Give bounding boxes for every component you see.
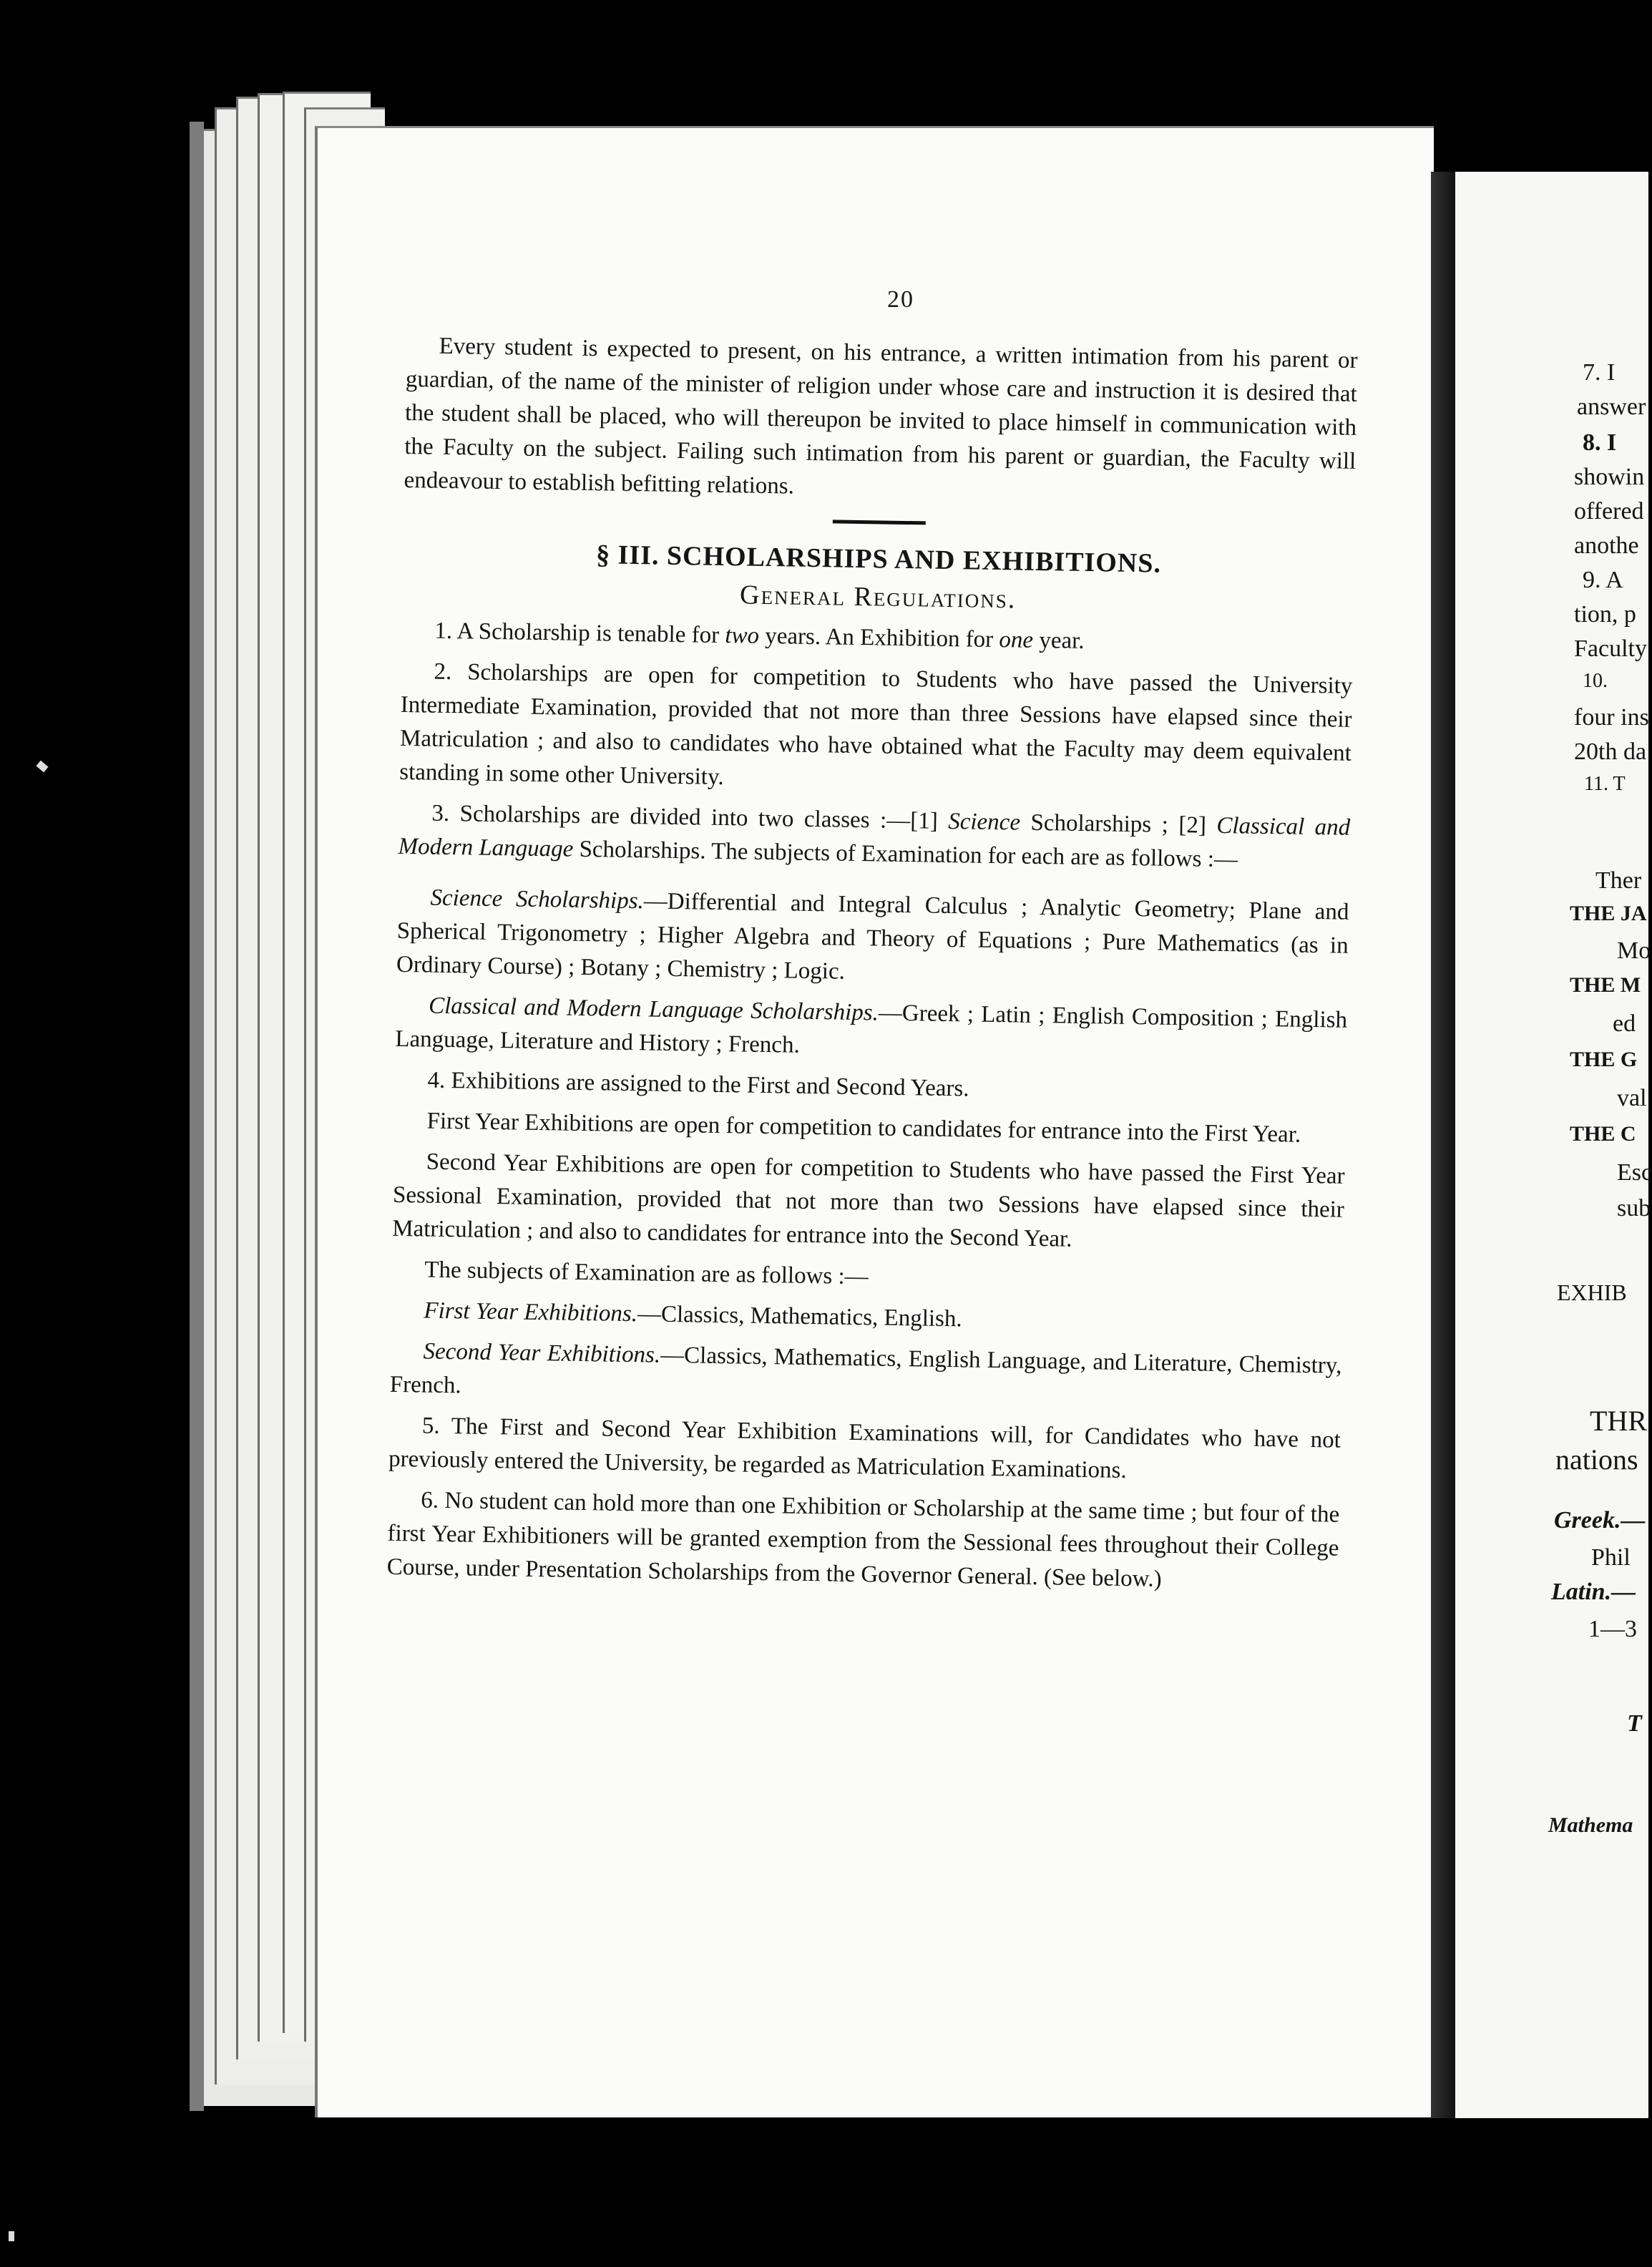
- right-line: answer: [1577, 394, 1646, 420]
- rule-3-emphasis: Classical and Modern Language: [398, 812, 1351, 862]
- right-line: four ins: [1574, 704, 1649, 731]
- subjects-intro: The subjects of Examination are as follows :—: [424, 1257, 869, 1290]
- book-gutter: [1431, 172, 1455, 2118]
- rule-1-text: year.: [1032, 627, 1085, 654]
- right-line: Mo: [1617, 937, 1651, 964]
- right-line: Greek.—: [1554, 1507, 1646, 1534]
- section-title: § III. SCHOLARSHIPS AND EXHIBITIONS.: [595, 540, 1162, 579]
- right-line: T: [1627, 1710, 1642, 1737]
- right-line: THE JA: [1570, 902, 1647, 925]
- right-line: nations: [1555, 1443, 1638, 1476]
- right-line: 20th da: [1574, 738, 1647, 765]
- rule-1-emphasis: one: [999, 627, 1034, 653]
- page-body: [386, 329, 1358, 1607]
- classical-subjects: —Greek ; Latin ; English Composition ; English Language, Literature and History ; French.: [395, 1000, 1348, 1058]
- classical-scholarships: [395, 989, 1347, 1071]
- first-year-text: —Classics, Mathematics, English.: [637, 1301, 962, 1332]
- page-number: 20: [887, 286, 914, 313]
- rule-1-text: years. An Exhibition for: [758, 623, 999, 653]
- rule-2: 2. Scholarships are open for competition to Students who have passed the University Intermediate Examination, provided that not more than three Sessions have elapsed since their Matriculation ; and also to candidates who have obtained what the Faculty may deem equivalent standing in some other University.: [399, 658, 1353, 791]
- rule-1: [401, 614, 1354, 663]
- science-subjects: —Differential and Integral Calculus ; Analytic Geometry; Plane and Spherical Trigonometry ; Higher Algebra and Theory of Equations ; Pure Mathematics (as in Ordinary Course) ; Botany ; Chemistry ; Logic.: [396, 888, 1349, 985]
- first-year-label: First Year Exhibitions.: [424, 1297, 638, 1327]
- rule-1-emphasis: two: [725, 623, 760, 649]
- book-edge-shadow: [190, 122, 204, 2111]
- first-year-subjects: [391, 1294, 1343, 1342]
- right-line: 8. I: [1583, 429, 1617, 456]
- second-year-subjects: [389, 1335, 1341, 1417]
- rule-6: 6. No student can hold more than one Exhibition or Scholarship at the same time ; but four of the first Year Exhibitioners will be granted exemption from the Sessional fees throughout their College Course, under Presentation Scholarships from the Governor General. (See below.): [386, 1487, 1340, 1592]
- right-line: THR: [1590, 1405, 1647, 1437]
- rule-3-text: Scholarships. The subjects of Examination for each are as follows :—: [573, 836, 1238, 873]
- science-label: Science Scholarships.: [430, 884, 645, 915]
- first-year-exhibitions: First Year Exhibitions are open for competition to candidates for entrance into the First Year.: [426, 1108, 1301, 1148]
- right-line: val: [1617, 1085, 1647, 1111]
- right-line: EXHIB: [1557, 1279, 1627, 1305]
- right-line: 7. I: [1583, 359, 1616, 386]
- section-subtitle: General Regulations.: [739, 580, 1017, 615]
- scan-speck: [36, 761, 48, 773]
- right-line: 9. A: [1583, 567, 1623, 593]
- right-line: Mathema: [1548, 1813, 1633, 1837]
- right-line: offered: [1574, 498, 1644, 525]
- right-line: Faculty: [1574, 635, 1647, 662]
- right-line: tion, p: [1574, 601, 1636, 628]
- right-line: THE C: [1570, 1122, 1636, 1146]
- intro-paragraph: Every student is expected to present, on his entrance, a written intimation from his parent or guardian, of the name of the minister of religion under whose care and instruction it is desired that the student shall be placed, who will thereupon be invited to place himself in communication with the Faculty on the subject. Failing such intimation from his parent or guardian, the Faculty will endeavour to establish befitting relations.: [404, 333, 1358, 499]
- classical-label: Classical and Modern Language Scholarships.: [428, 993, 879, 1026]
- science-scholarships: [396, 881, 1349, 997]
- right-line: anothe: [1574, 532, 1639, 559]
- rule-4: 4. Exhibitions are assigned to the First and Second Years.: [427, 1067, 969, 1102]
- right-line: ed: [1613, 1010, 1636, 1037]
- right-line: Ther: [1595, 867, 1642, 894]
- right-line: 1—3: [1588, 1616, 1637, 1642]
- rule-5: 5. The First and Second Year Exhibition Examinations will, for Candidates who have not previously entered the University, be regarded as Matriculation Examinations.: [388, 1413, 1341, 1484]
- right-line: Esc: [1617, 1159, 1652, 1186]
- scan-speck: [9, 2231, 14, 2241]
- rule-3: [398, 796, 1350, 879]
- right-line: Phil: [1591, 1544, 1631, 1571]
- second-year-label: Second Year Exhibitions.: [423, 1338, 661, 1368]
- right-line: showin: [1574, 464, 1645, 490]
- right-line: 11. T: [1584, 773, 1626, 795]
- rule-3-text: 3. Scholarships are divided into two classes :—[1]: [431, 800, 949, 834]
- right-page-fragment: [1455, 172, 1652, 2118]
- second-year-text: —Classics, Mathematics, English Language, and Literature, Chemistry, French.: [389, 1342, 1342, 1399]
- right-line: THE G: [1570, 1048, 1638, 1071]
- right-line: 10.: [1583, 670, 1608, 692]
- rule-1-text: 1. A Scholarship is tenable for: [434, 618, 725, 649]
- right-line: sub: [1617, 1195, 1651, 1222]
- second-year-exhibitions: Second Year Exhibitions are open for competition to Students who have passed the First Year Sessional Examination, provided that not more than two Sessions have elapsed since their Matriculation ; and also to candidates for entrance into the Second Year.: [391, 1149, 1345, 1252]
- right-line: Latin.—: [1551, 1579, 1636, 1605]
- section-divider: [833, 520, 926, 525]
- rule-3-text: Scholarships ; [2]: [1020, 809, 1217, 839]
- right-line: THE M: [1570, 973, 1641, 997]
- rule-3-emphasis: Science: [947, 808, 1021, 836]
